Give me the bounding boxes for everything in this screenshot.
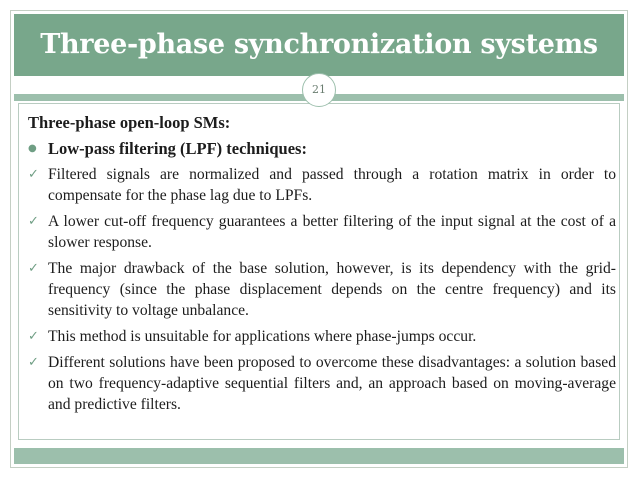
check-item — [28, 164, 616, 206]
check-text: Filtered signals are normalized and passed through a rotation matrix in order to compensate for the phase lag due to LPFs. — [48, 166, 616, 204]
title-band — [14, 14, 624, 76]
check-text: Different solutions have been proposed to overcome these disadvantages: a solution based on two frequency-adaptive sequential filters and, an approach based on moving-average and predictive filters. — [48, 354, 616, 413]
check-item — [28, 258, 616, 321]
page-number: 21 — [302, 73, 336, 107]
filled-circle-icon: ● — [28, 143, 37, 154]
check-item — [28, 211, 616, 253]
bullet-item — [28, 138, 616, 159]
checkmark-icon: ✓ — [28, 329, 39, 344]
slide-body — [28, 113, 616, 420]
check-text: A lower cut-off frequency guarantees a better filtering of the input signal at the cost of a slower response. — [48, 213, 616, 251]
checkmark-icon: ✓ — [28, 261, 39, 276]
check-item — [28, 326, 616, 347]
section-heading: Three-phase open-loop SMs: — [28, 113, 231, 132]
check-text: The major drawback of the base solution, however, is its dependency with the grid-frequency (since the phase displacement depends on the centre frequency) and its sensitivity to voltage unbalance. — [48, 260, 616, 319]
checkmark-icon: ✓ — [28, 355, 39, 370]
check-item — [28, 352, 616, 415]
checkmark-icon: ✓ — [28, 214, 39, 229]
bullet-text: Low-pass filtering (LPF) techniques: — [48, 139, 307, 158]
checkmark-icon: ✓ — [28, 167, 39, 182]
check-text: This method is unsuitable for applications where phase-jumps occur. — [48, 328, 477, 345]
slide-title: Three-phase synchronization systems — [40, 29, 598, 60]
bottom-band — [14, 448, 624, 464]
